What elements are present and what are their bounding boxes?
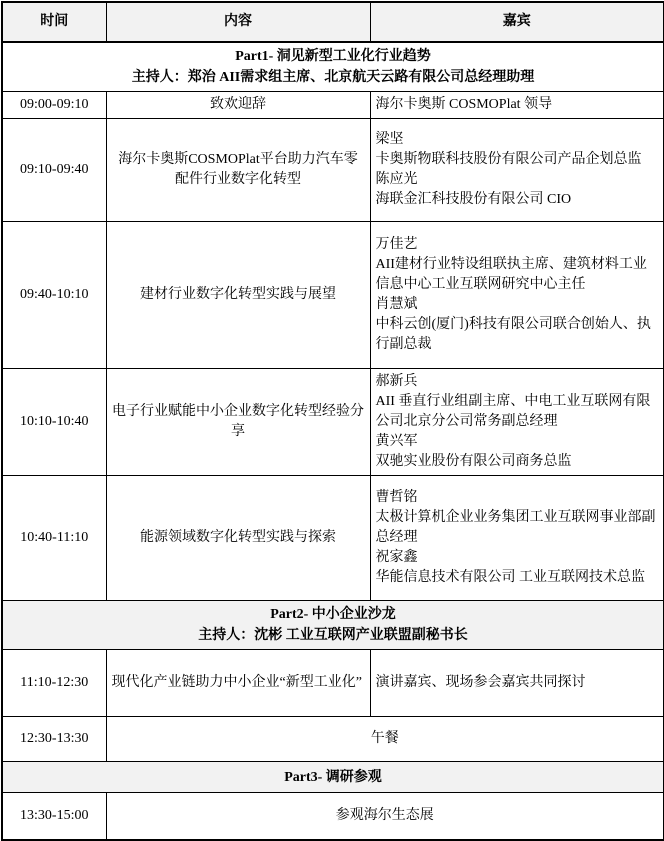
section-part2-title: Part2- 中小企业沙龙: [270, 607, 396, 622]
guest-line: 演讲嘉宾、现场参会嘉宾共同探讨: [375, 675, 586, 690]
column-header-time: 时间: [2, 2, 106, 42]
session-title: 能源领域数字化转型实践与探索: [106, 476, 370, 601]
guest-line: 海联金汇科技股份有限公司 CIO: [375, 192, 572, 207]
guest-line: 郝新兵: [375, 374, 418, 389]
section-part3: [2, 762, 664, 793]
guest-cell: [370, 476, 664, 601]
time-cell: 13:30-15:00: [2, 793, 106, 841]
section-part1-cell: [2, 42, 664, 92]
guest-cell: [370, 650, 664, 717]
guest-line: 祝家鑫: [375, 550, 418, 565]
time-cell: 12:30-13:30: [2, 717, 106, 762]
guest-cell: [370, 222, 664, 369]
guest-line: 太极计算机企业业务集团工业互联网事业部副总经理: [375, 510, 656, 545]
guest-line: 肖慧斌: [375, 297, 418, 312]
table-row: [2, 119, 664, 222]
section-part2-cell: [2, 601, 664, 650]
guest-line: 陈应光: [375, 172, 418, 187]
agenda-table: [1, 1, 664, 841]
guest-line: 万佳艺: [375, 237, 418, 252]
table-row: [2, 476, 664, 601]
section-part2: [2, 601, 664, 650]
time-cell: 10:10-10:40: [2, 369, 106, 476]
guest-cell: [370, 119, 664, 222]
table-row: [2, 92, 664, 119]
guest-line: 华能信息技术有限公司 工业互联网技术总监: [375, 570, 645, 585]
section-part3-title: Part3- 调研参观: [2, 762, 664, 793]
session-title: 海尔卡奥斯COSMOPlat平台助力汽车零配件行业数字化转型: [106, 119, 370, 222]
guest-line: AII 垂直行业组副主席、中电工业互联网有限公司北京分公司常务副总经理: [375, 394, 651, 429]
session-title: 现代化产业链助力中小企业“新型工业化”: [106, 650, 370, 717]
table-row: [2, 222, 664, 369]
guest-line: AII建材行业特设组联执主席、建筑材料工业信息中心工业互联网研究中心主任: [375, 257, 647, 292]
section-part2-moderator: 主持人：沈彬 工业互联网产业联盟副秘书长: [198, 628, 468, 643]
section-part1-moderator: 主持人：郑治 AII需求组主席、北京航天云路有限公司总经理助理: [131, 70, 535, 85]
guest-line: 海尔卡奥斯 COSMOPlat 领导: [375, 97, 553, 112]
session-title: 建材行业数字化转型实践与展望: [106, 222, 370, 369]
guest-line: 卡奥斯物联科技股份有限公司产品企划总监: [375, 152, 642, 167]
column-header-content: 内容: [106, 2, 370, 42]
session-title: 电子行业赋能中小企业数字化转型经验分享: [106, 369, 370, 476]
time-cell: 09:10-09:40: [2, 119, 106, 222]
visit-cell: 参观海尔生态展: [106, 793, 664, 841]
section-part1: [2, 42, 664, 92]
time-cell: 10:40-11:10: [2, 476, 106, 601]
guest-line: 黄兴军: [375, 434, 418, 449]
time-cell: 09:40-10:10: [2, 222, 106, 369]
session-title: 致欢迎辞: [106, 92, 370, 119]
time-cell: 11:10-12:30: [2, 650, 106, 717]
table-header-row: [2, 2, 664, 42]
guest-line: 梁坚: [375, 132, 404, 147]
guest-cell: [370, 369, 664, 476]
guest-line: 双驰实业股份有限公司商务总监: [375, 454, 572, 469]
guest-line: 中科云创(厦门)科技有限公司联合创始人、执行副总裁: [375, 317, 651, 352]
table-row: [2, 650, 664, 717]
table-row: [2, 717, 664, 762]
guest-line: 曹哲铭: [375, 490, 418, 505]
table-row: [2, 793, 664, 841]
time-cell: 09:00-09:10: [2, 92, 106, 119]
table-row: [2, 369, 664, 476]
section-part1-title: Part1- 洞见新型工业化行业趋势: [235, 49, 431, 64]
column-header-guest: 嘉宾: [370, 2, 664, 42]
lunch-cell: 午餐: [106, 717, 664, 762]
guest-cell: [370, 92, 664, 119]
